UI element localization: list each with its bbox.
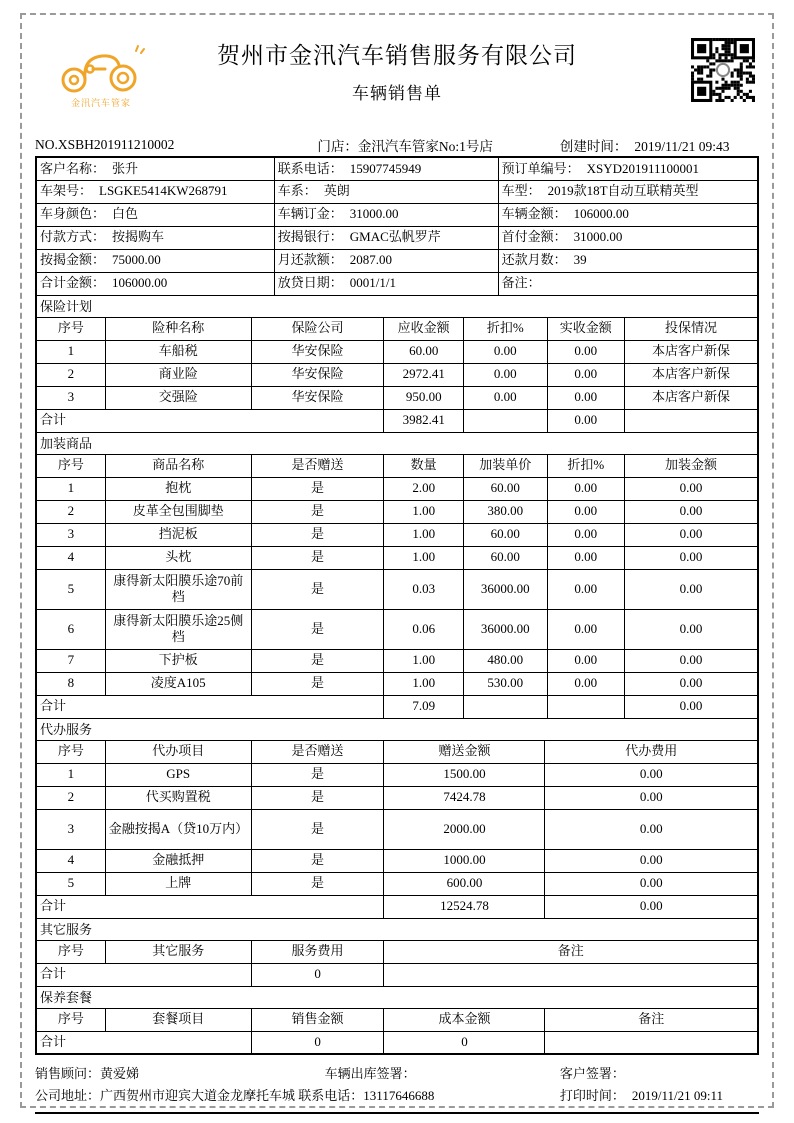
field-value: 39 [573, 252, 587, 268]
table-cell: 36000.00 [463, 609, 547, 649]
field-value: XSYD201911100001 [586, 160, 700, 176]
phone-cell [274, 157, 498, 180]
column-header: 折扣% [463, 317, 547, 340]
table-cell: 0.00 [624, 649, 758, 672]
field-label: 备注： [501, 275, 541, 291]
address-value: 广西贺州市迎宾大道金龙摩托车城 [100, 1087, 296, 1103]
company-name: 贺州市金汛汽车销售服务有限公司 [217, 43, 577, 68]
table-cell: 是 [251, 523, 384, 546]
field-label: 放贷日期： [277, 275, 343, 291]
field-label: 客户名称： [40, 160, 106, 176]
table-cell: 交强险 [105, 386, 251, 409]
column-header: 序号 [36, 317, 105, 340]
table-cell: 380.00 [463, 500, 547, 523]
table-cell: 36000.00 [463, 569, 547, 609]
section-title-addons: 加装商品 [35, 433, 759, 454]
table-cell: 0.00 [547, 500, 624, 523]
addons-row [36, 569, 758, 609]
column-header: 实收金额 [547, 317, 624, 340]
store-label: 门店： [317, 139, 358, 154]
advisor-name: 黄爱娣 [100, 1065, 140, 1081]
table-cell: 是 [251, 809, 384, 849]
addons-row [36, 649, 758, 672]
color-cell [36, 203, 274, 226]
table-cell: 抱枕 [105, 477, 251, 500]
table-cell: 商业险 [105, 363, 251, 386]
field-value: 15907745949 [349, 160, 422, 176]
section-title-insurance: 保险计划 [35, 296, 759, 317]
table-cell: 5 [36, 872, 105, 895]
column-header: 加装金额 [624, 454, 758, 477]
field-label: 车辆订金： [277, 206, 343, 222]
phone-label: 联系电话： [298, 1087, 364, 1103]
created-value: 2019/11/21 09:43 [634, 139, 730, 154]
table-cell: 1.00 [384, 672, 463, 695]
column-header: 服务费用 [251, 940, 384, 963]
table-cell: 7 [36, 649, 105, 672]
total-sale: 0 [251, 1031, 384, 1054]
table-cell: 0.00 [624, 523, 758, 546]
field-value: 2019款18T自动互联精英型 [547, 183, 699, 199]
customer-info-table [35, 156, 759, 296]
created-label: 创建时间： [559, 139, 628, 154]
company-address-field [35, 1085, 560, 1104]
table-cell: 0.00 [547, 477, 624, 500]
info-row [36, 203, 758, 226]
table-cell: 0.00 [463, 363, 547, 386]
agency-table [35, 740, 759, 919]
table-cell: 2.00 [384, 477, 463, 500]
table-cell: 0.03 [384, 569, 463, 609]
maintenance-total-row [36, 1031, 758, 1054]
table-cell: 1 [36, 340, 105, 363]
table-cell: GPS [105, 763, 251, 786]
table-cell: 4 [36, 546, 105, 569]
document-content [35, 36, 759, 1114]
total-received: 0.00 [547, 409, 624, 432]
table-cell: 是 [251, 672, 384, 695]
table-cell: 7424.78 [384, 786, 545, 809]
store-value: 金汛汽车管家No:1号店 [357, 139, 493, 154]
maintenance-table [35, 1008, 759, 1056]
table-cell: 是 [251, 609, 384, 649]
table-cell: 2000.00 [384, 809, 545, 849]
table-cell: 是 [251, 763, 384, 786]
column-header: 商品名称 [105, 454, 251, 477]
table-cell: 是 [251, 569, 384, 609]
total-gift: 12524.78 [384, 895, 545, 918]
document-footer [35, 1055, 759, 1114]
agency-header-row [36, 740, 758, 763]
addons-row [36, 609, 758, 649]
table-cell: 60.00 [463, 477, 547, 500]
table-cell: 车船税 [105, 340, 251, 363]
table-cell: 0.00 [545, 872, 758, 895]
field-label: 月还款额： [277, 252, 343, 268]
table-cell: 0.00 [624, 609, 758, 649]
section-title-other: 其它服务 [35, 919, 759, 940]
column-header: 其它服务 [105, 940, 251, 963]
insurance-table [35, 317, 759, 433]
info-row [36, 180, 758, 203]
field-label: 付款方式： [40, 229, 106, 245]
table-cell [545, 1031, 758, 1054]
table-cell: 2 [36, 500, 105, 523]
total-label: 合计 [36, 1031, 251, 1054]
column-header: 应收金额 [384, 317, 463, 340]
addons-table [35, 454, 759, 719]
addons-row [36, 500, 758, 523]
table-cell: 530.00 [463, 672, 547, 695]
table-cell [463, 409, 547, 432]
address-row [35, 1083, 759, 1105]
table-cell: 本店客户新保 [624, 340, 758, 363]
table-cell: 0.00 [547, 386, 624, 409]
table-cell: 金融按揭A（贷10万内） [105, 809, 251, 849]
vehicle-amount-cell [498, 203, 758, 226]
table-cell: 上牌 [105, 872, 251, 895]
customer-signature-label: 客户签署： [559, 1065, 625, 1081]
table-cell: 0.00 [545, 763, 758, 786]
field-value: 106000.00 [112, 275, 168, 291]
table-cell: 8 [36, 672, 105, 695]
field-label: 首付金额： [501, 229, 567, 245]
agency-row [36, 849, 758, 872]
total-label: 合计 [36, 409, 384, 432]
total-label: 合计 [36, 963, 251, 986]
column-header: 序号 [36, 740, 105, 763]
total-qty: 7.09 [384, 695, 463, 718]
table-cell: 凌度A105 [105, 672, 251, 695]
column-header: 序号 [36, 454, 105, 477]
loan-date-cell [274, 272, 498, 295]
insurance-row [36, 363, 758, 386]
table-cell: 0.00 [624, 477, 758, 500]
table-cell: 1 [36, 477, 105, 500]
table-cell: 4 [36, 849, 105, 872]
insurance-row [36, 340, 758, 363]
agency-row [36, 763, 758, 786]
advisor-label: 销售顾问： [35, 1065, 101, 1081]
table-cell: 1500.00 [384, 763, 545, 786]
field-value: 106000.00 [573, 206, 629, 222]
table-cell: 是 [251, 649, 384, 672]
insurance-row [36, 386, 758, 409]
field-value: 按揭购车 [112, 229, 165, 245]
field-value: 2087.00 [349, 252, 393, 268]
table-cell: 0.00 [463, 340, 547, 363]
column-header: 成本金额 [384, 1008, 545, 1031]
other-total-row [36, 963, 758, 986]
insurance-total-row [36, 409, 758, 432]
total-label: 合计 [36, 695, 384, 718]
table-cell [463, 695, 547, 718]
table-cell: 60.00 [463, 523, 547, 546]
table-cell: 2 [36, 363, 105, 386]
table-cell [384, 963, 758, 986]
total-amount: 3982.41 [384, 409, 463, 432]
addons-row [36, 672, 758, 695]
table-cell: 代买购置税 [105, 786, 251, 809]
table-cell: 下护板 [105, 649, 251, 672]
column-header: 数量 [384, 454, 463, 477]
column-header: 销售金额 [251, 1008, 384, 1031]
payment-method-cell [36, 226, 274, 249]
table-cell: 0.00 [547, 649, 624, 672]
table-cell: 0.00 [547, 363, 624, 386]
table-cell: 皮革全包围脚垫 [105, 500, 251, 523]
signature-row [35, 1061, 759, 1083]
table-cell: 是 [251, 872, 384, 895]
field-label: 合计金额： [40, 275, 106, 291]
agency-row [36, 786, 758, 809]
info-row [36, 272, 758, 295]
total-fee: 0.00 [545, 895, 758, 918]
maintenance-header-row [36, 1008, 758, 1031]
table-cell: 0.00 [547, 523, 624, 546]
column-header: 备注 [384, 940, 758, 963]
mortgage-bank-cell [274, 226, 498, 249]
table-cell: 是 [251, 500, 384, 523]
column-header: 备注 [545, 1008, 758, 1031]
table-cell: 金融抵押 [105, 849, 251, 872]
table-cell: 康得新太阳膜乐途25侧档 [105, 609, 251, 649]
field-value: 31000.00 [349, 206, 399, 222]
table-cell: 本店客户新保 [624, 386, 758, 409]
print-time-value: 2019/11/21 09:11 [631, 1087, 724, 1103]
table-cell: 1.00 [384, 500, 463, 523]
total-label: 合计 [36, 895, 384, 918]
column-header: 序号 [36, 940, 105, 963]
document-header [35, 36, 759, 134]
table-cell: 0.00 [545, 849, 758, 872]
table-cell: 是 [251, 849, 384, 872]
field-value: 31000.00 [573, 229, 623, 245]
table-cell: 是 [251, 546, 384, 569]
addons-total-row [36, 695, 758, 718]
table-cell: 挡泥板 [105, 523, 251, 546]
column-header: 赠送金额 [384, 740, 545, 763]
table-cell: 0.06 [384, 609, 463, 649]
column-header: 险种名称 [105, 317, 251, 340]
field-label: 按揭金额： [40, 252, 106, 268]
table-cell: 1.00 [384, 523, 463, 546]
field-label: 按揭银行： [277, 229, 343, 245]
field-value: 75000.00 [112, 252, 161, 268]
table-cell: 480.00 [463, 649, 547, 672]
table-cell: 0.00 [463, 386, 547, 409]
car-logo-icon [57, 42, 145, 94]
field-label: 车辆金额： [501, 206, 567, 222]
table-cell: 0.00 [624, 500, 758, 523]
field-label: 车架号： [40, 183, 93, 199]
sales-advisor-field [35, 1063, 325, 1082]
total-cost: 0 [384, 1031, 545, 1054]
qr-code [691, 38, 755, 102]
outbound-signature-label: 车辆出库签署： [324, 1065, 416, 1081]
table-cell: 0.00 [547, 569, 624, 609]
deposit-cell [274, 203, 498, 226]
addons-header-row [36, 454, 758, 477]
document-title: 车辆销售单 [352, 83, 442, 103]
total-amount-cell [36, 272, 274, 295]
info-row [36, 226, 758, 249]
column-header: 是否赠送 [251, 454, 384, 477]
column-header: 投保情况 [624, 317, 758, 340]
addons-row [36, 546, 758, 569]
column-header: 是否赠送 [251, 740, 384, 763]
other-header-row [36, 940, 758, 963]
column-header: 序号 [36, 1008, 105, 1031]
table-cell: 是 [251, 786, 384, 809]
insurance-header-row [36, 317, 758, 340]
table-cell: 60.00 [463, 546, 547, 569]
field-value: LSGKE5414KW268791 [99, 183, 228, 199]
table-cell: 华安保险 [251, 340, 384, 363]
table-cell: 6 [36, 609, 105, 649]
store-field [317, 135, 560, 155]
table-cell: 华安保险 [251, 386, 384, 409]
table-cell: 是 [251, 477, 384, 500]
table-cell: 0.00 [545, 786, 758, 809]
preorder-no-cell [498, 157, 758, 180]
table-cell: 本店客户新保 [624, 363, 758, 386]
table-cell: 0.00 [624, 672, 758, 695]
table-cell: 1.00 [384, 546, 463, 569]
table-cell: 0.00 [545, 809, 758, 849]
phone-value: 13117646688 [363, 1087, 435, 1103]
column-header: 代办项目 [105, 740, 251, 763]
field-value: 0001/1/1 [349, 275, 396, 291]
remarks-cell [498, 272, 758, 295]
order-number: NO.XSBH201911210002 [35, 137, 175, 152]
table-cell: 华安保险 [251, 363, 384, 386]
total-amount: 0.00 [624, 695, 758, 718]
field-label: 还款月数： [501, 252, 567, 268]
print-time-label: 打印时间： [559, 1087, 625, 1103]
table-cell: 3 [36, 523, 105, 546]
table-cell: 0.00 [547, 672, 624, 695]
field-label: 车型： [501, 183, 541, 199]
series-cell [274, 180, 498, 203]
table-cell: 0.00 [624, 569, 758, 609]
table-cell: 1 [36, 763, 105, 786]
addons-row [36, 523, 758, 546]
field-label: 预订单编号： [501, 160, 580, 176]
column-header: 套餐项目 [105, 1008, 251, 1031]
field-value: GMAC弘帆罗芹 [349, 229, 441, 245]
table-cell: 3 [36, 809, 105, 849]
company-logo [55, 42, 147, 109]
table-cell: 5 [36, 569, 105, 609]
table-cell [547, 695, 624, 718]
agency-row [36, 809, 758, 849]
customer-name-cell [36, 157, 274, 180]
table-cell: 950.00 [384, 386, 463, 409]
table-cell: 康得新太阳膜乐途70前档 [105, 569, 251, 609]
model-cell [498, 180, 758, 203]
table-cell [624, 409, 758, 432]
logo-text: 金汛汽车管家 [70, 98, 131, 108]
section-title-agency: 代办服务 [35, 719, 759, 740]
agency-row [36, 872, 758, 895]
column-header: 加装单价 [463, 454, 547, 477]
table-cell: 3 [36, 386, 105, 409]
field-label: 车系： [277, 183, 317, 199]
table-cell: 0.00 [624, 546, 758, 569]
table-cell: 2 [36, 786, 105, 809]
agency-total-row [36, 895, 758, 918]
column-header: 代办费用 [545, 740, 758, 763]
table-cell: 1000.00 [384, 849, 545, 872]
mortgage-amount-cell [36, 249, 274, 272]
table-cell: 1.00 [384, 649, 463, 672]
downpayment-cell [498, 226, 758, 249]
field-value: 英朗 [323, 183, 350, 199]
monthly-payment-cell [274, 249, 498, 272]
total-fee: 0 [251, 963, 384, 986]
column-header: 保险公司 [251, 317, 384, 340]
table-cell: 头枕 [105, 546, 251, 569]
table-cell: 0.00 [547, 546, 624, 569]
table-cell: 600.00 [384, 872, 545, 895]
field-value: 白色 [112, 206, 139, 222]
table-cell: 2972.41 [384, 363, 463, 386]
info-row [36, 249, 758, 272]
section-title-maintenance: 保养套餐 [35, 987, 759, 1008]
months-cell [498, 249, 758, 272]
meta-row [35, 134, 759, 156]
created-field [560, 135, 759, 155]
info-row [36, 157, 758, 180]
vin-cell [36, 180, 274, 203]
column-header: 折扣% [547, 454, 624, 477]
print-time-field [560, 1085, 759, 1104]
table-cell: 0.00 [547, 340, 624, 363]
address-label: 公司地址： [35, 1087, 101, 1103]
other-services-table [35, 940, 759, 987]
field-label: 联系电话： [277, 160, 343, 176]
field-label: 车身颜色： [40, 206, 106, 222]
table-cell: 60.00 [384, 340, 463, 363]
table-cell: 0.00 [547, 609, 624, 649]
addons-row [36, 477, 758, 500]
field-value: 张升 [112, 160, 139, 176]
